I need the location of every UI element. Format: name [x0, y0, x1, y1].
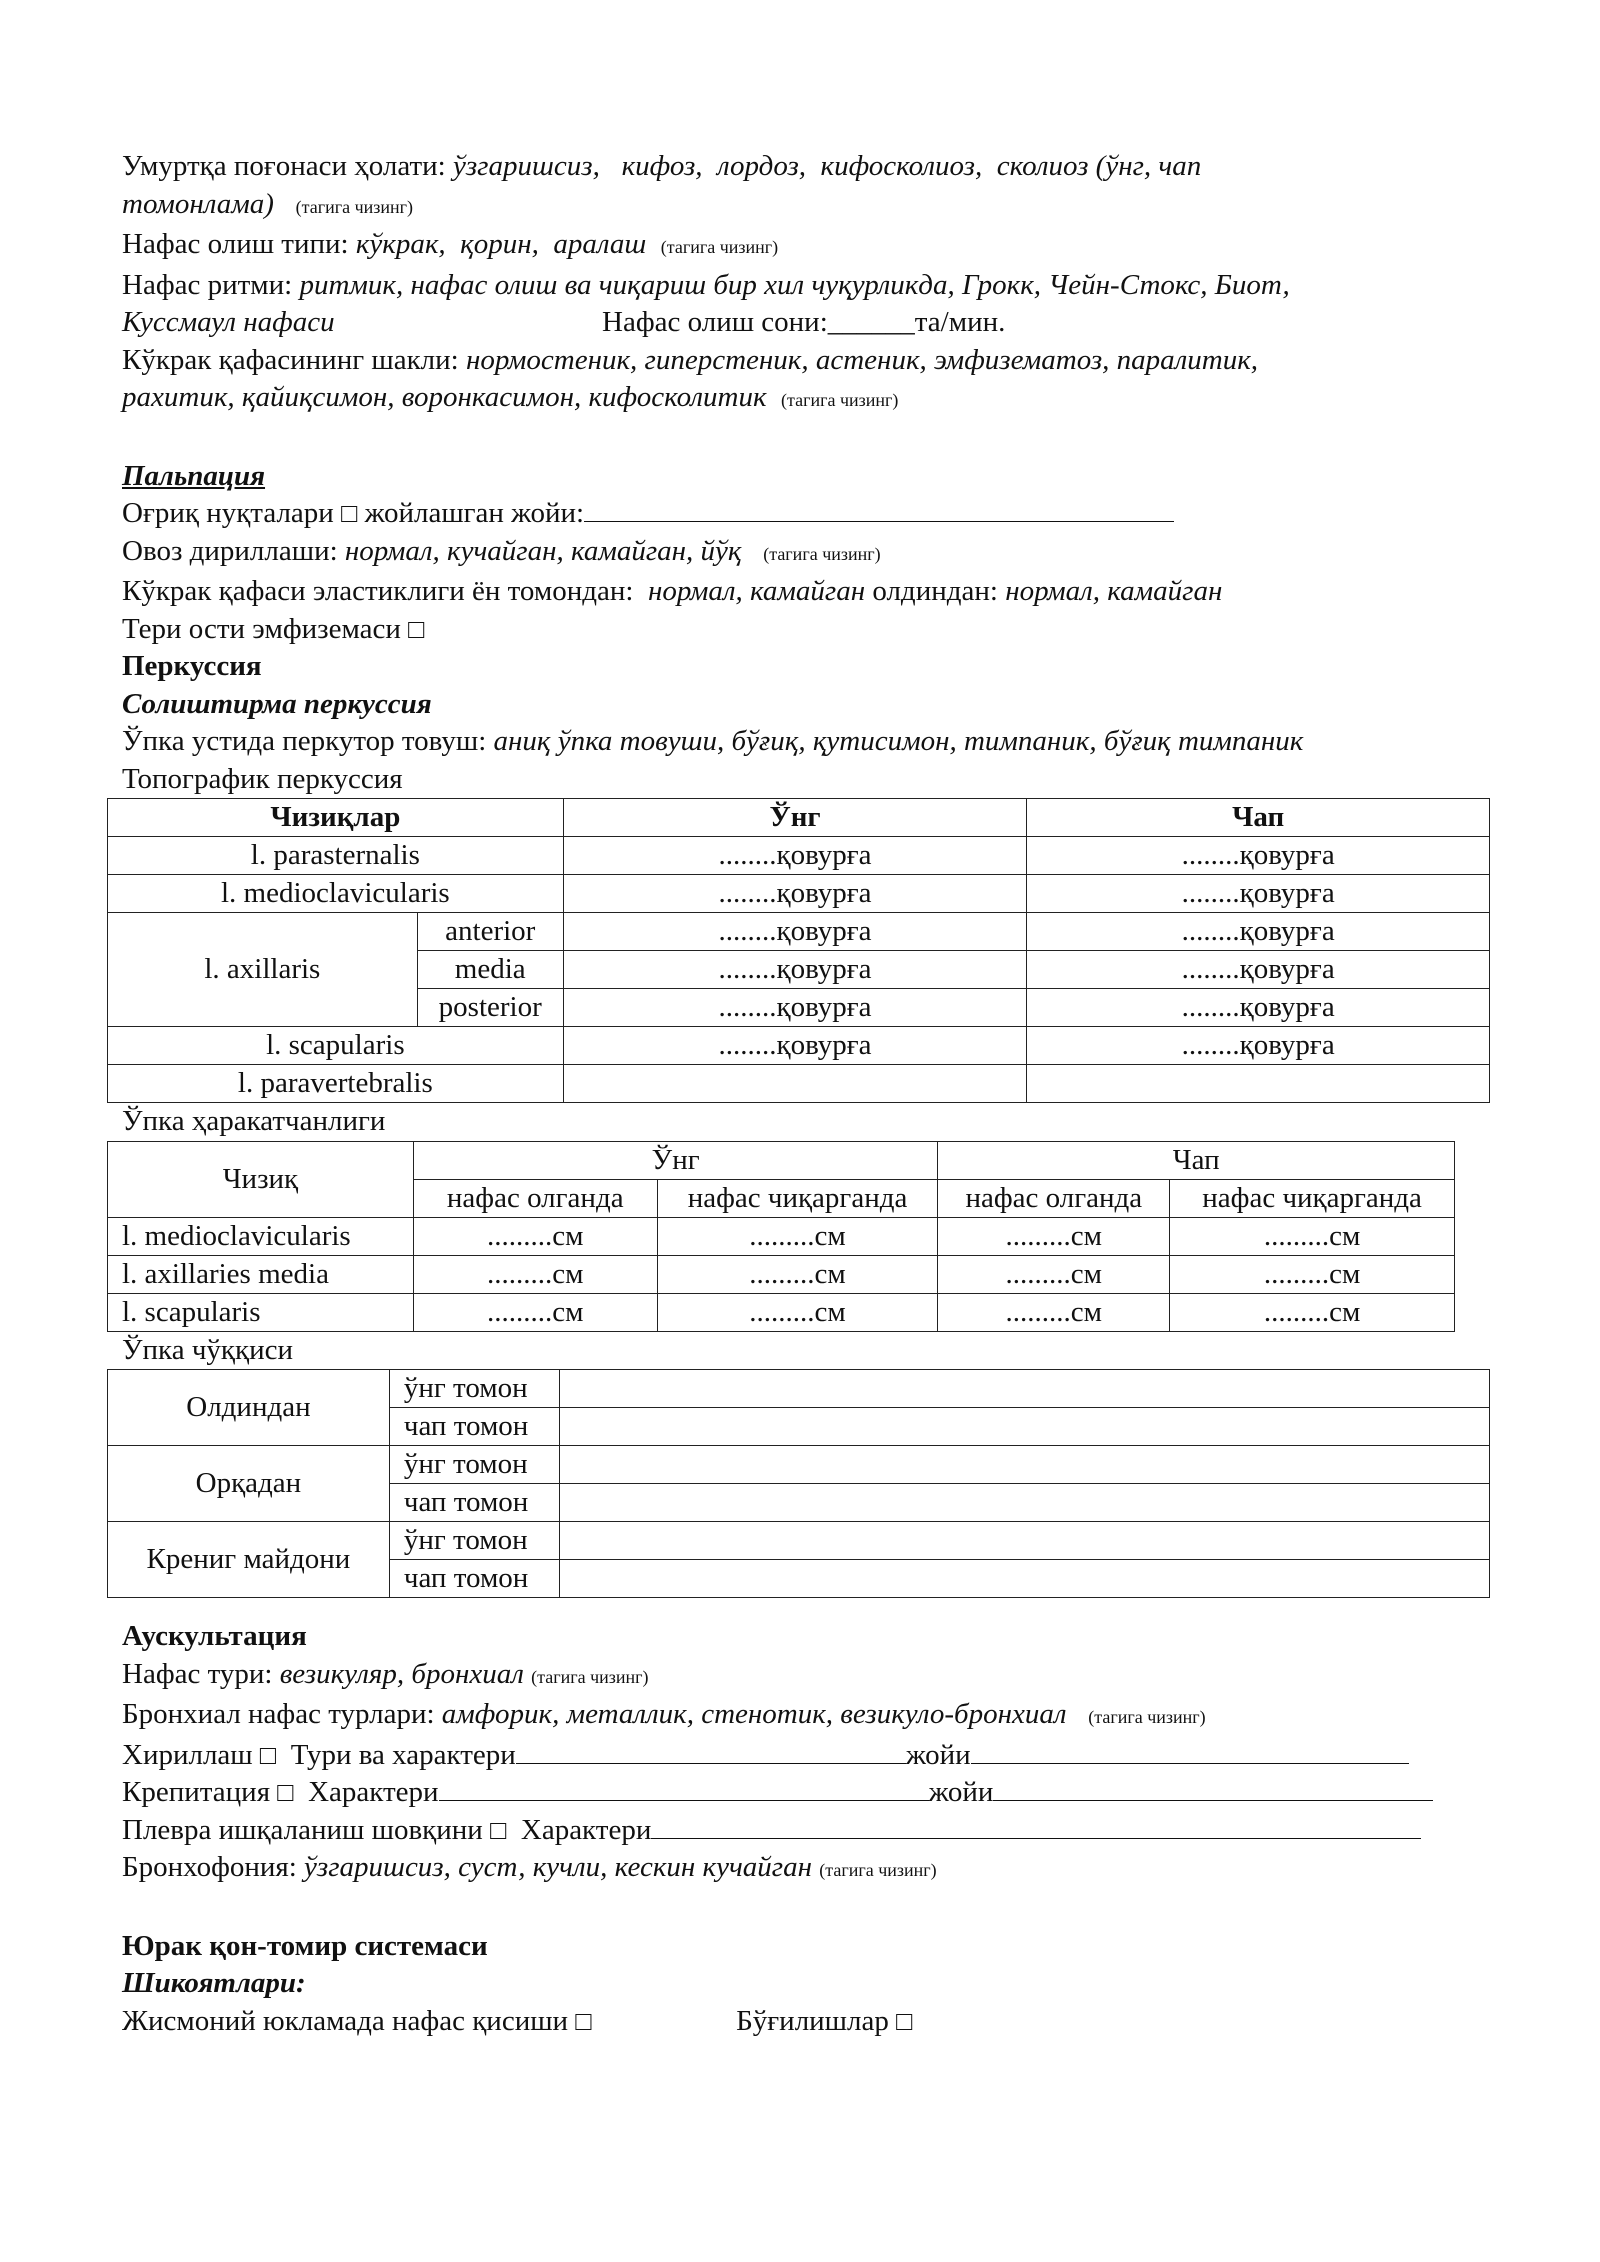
- side-label: чап томон: [389, 1560, 559, 1598]
- chest-shape-label: Кўкрак қафасининг шакли:: [122, 343, 459, 376]
- fremitus-opts: нормал, кучайган, камайган, йўқ: [344, 534, 742, 567]
- note: (тагига чизинг): [660, 237, 779, 257]
- pleura-character-label: Характери: [520, 1813, 652, 1846]
- breath-count-label: Нафас олиш сони:: [602, 306, 828, 338]
- spacer: [122, 1890, 1492, 1928]
- fremitus-line: [122, 533, 1492, 574]
- table-row: [108, 1217, 1455, 1255]
- side-label: ўнг томон: [389, 1522, 559, 1560]
- spine-opt2: кифоз,: [621, 150, 703, 182]
- row-label: l. medioclavicularis: [108, 875, 564, 913]
- col-inhale: нафас олганда: [413, 1179, 657, 1217]
- rib-cell[interactable]: ........қовурға: [563, 951, 1027, 989]
- row-label: l. axillaris: [108, 913, 418, 1027]
- group-label: Олдиндан: [108, 1370, 390, 1446]
- rib-cell[interactable]: ........қовурға: [1027, 875, 1490, 913]
- chest-shape-opts2: рахитик, қайиқсимон, воронкасимон, кифосколитик: [122, 381, 767, 413]
- table-row: [108, 1065, 1490, 1103]
- spine-opt5b: томонлама): [122, 187, 274, 220]
- fremitus-label: Овоз дириллаши:: [122, 534, 338, 567]
- bronchophony-label: Бронхофония:: [122, 1851, 297, 1883]
- breath-type-opt2: қорин,: [460, 228, 539, 260]
- bronchophony-line: [122, 1849, 1492, 1890]
- note: (тагига чизинг): [781, 390, 899, 410]
- apex-title: Ўпка чўққиси: [122, 1333, 293, 1366]
- complaints-line: [122, 2003, 1492, 2041]
- cm-cell[interactable]: .........см: [657, 1217, 938, 1255]
- spine-opt4: кифосколиоз,: [820, 150, 983, 182]
- topographic-percussion-title: Топографик перкуссия: [122, 762, 403, 795]
- col-inhale: нафас олганда: [938, 1179, 1170, 1217]
- percussion-sound-line: [122, 723, 1492, 761]
- rib-cell[interactable]: ........қовурға: [563, 837, 1027, 875]
- table-row: [108, 837, 1490, 875]
- note: (тагига чизинг): [295, 196, 414, 217]
- sub-label: posterior: [417, 989, 563, 1027]
- spine-label: Умуртқа поғонаси ҳолати:: [122, 150, 446, 182]
- suffocation-label: Бўғилишлар: [736, 2004, 889, 2037]
- cm-cell[interactable]: .........см: [1170, 1217, 1455, 1255]
- cm-cell[interactable]: .........см: [1170, 1293, 1455, 1331]
- rib-cell[interactable]: ........қовурға: [1027, 989, 1490, 1027]
- rib-cell[interactable]: ........қовурға: [1027, 1027, 1490, 1065]
- table-row: [108, 1370, 1490, 1408]
- cm-cell[interactable]: .........см: [413, 1293, 657, 1331]
- table-header-row: [108, 799, 1490, 837]
- bronchial-types-line: [122, 1696, 1492, 1737]
- apex-value-cell[interactable]: [559, 1408, 1489, 1446]
- rib-cell[interactable]: ........қовурға: [563, 875, 1027, 913]
- rales-location-label: жойи: [905, 1738, 971, 1771]
- emphysema-line: [122, 611, 1492, 649]
- spine-line: [122, 148, 1492, 226]
- apex-value-cell[interactable]: [559, 1446, 1489, 1484]
- rib-cell[interactable]: ........қовурға: [1027, 837, 1490, 875]
- percussion-sound-label: Ўпка устида перкутор товуш:: [122, 725, 487, 757]
- cm-cell[interactable]: .........см: [1170, 1255, 1455, 1293]
- table-header-row: [108, 1141, 1455, 1179]
- table-row: [108, 913, 1490, 951]
- table-row: [108, 1522, 1490, 1560]
- crepitation-checkbox[interactable]: □: [277, 1777, 294, 1807]
- breath-sound-type-label: Нафас тури:: [122, 1657, 273, 1690]
- rales-label: Хириллаш: [122, 1738, 253, 1771]
- col-header-left: Чап: [1027, 799, 1490, 837]
- rales-type-label: Тури ва характери: [290, 1738, 516, 1771]
- breath-type-opt1: кўкрак,: [355, 228, 446, 260]
- pain-checkbox[interactable]: □: [341, 498, 358, 528]
- sub-label: anterior: [417, 913, 563, 951]
- col-header-right: Ўнг: [413, 1141, 938, 1179]
- breath-rhythm-opts: ритмик, нафас олиш ва чиқариш бир хил чуқурликда, Грокк, Чейн-Стокс, Биот,: [299, 268, 1290, 301]
- pleura-line: [122, 1812, 1492, 1850]
- table-row: [108, 1293, 1455, 1331]
- breath-type-label: Нафас олиш типи:: [122, 228, 349, 260]
- percussion-title: Перкуссия: [122, 650, 262, 682]
- elastic-label: Кўкрак қафаси эластиклиги ён томондан:: [122, 575, 634, 607]
- elastic-opts1: нормал, камайган: [647, 575, 866, 607]
- rales-line: [122, 1737, 1492, 1775]
- group-label: Крениг майдони: [108, 1522, 390, 1598]
- emphysema-checkbox[interactable]: □: [408, 613, 425, 644]
- elasticity-line: [122, 573, 1492, 611]
- side-label: ўнг томон: [389, 1370, 559, 1408]
- col-header-lines: Чизиқлар: [108, 799, 564, 837]
- crepitation-label: Крепитация: [122, 1776, 271, 1808]
- cm-cell[interactable]: .........см: [657, 1255, 938, 1293]
- empty-cell[interactable]: [1027, 1065, 1490, 1103]
- side-label: чап томон: [389, 1408, 559, 1446]
- rib-cell[interactable]: ........қовурға: [563, 989, 1027, 1027]
- document-page: [122, 148, 1492, 2040]
- cm-cell[interactable]: .........см: [413, 1217, 657, 1255]
- row-label: l. scapularis: [108, 1293, 414, 1331]
- pain-label: Оғриқ нуқталари: [122, 497, 334, 529]
- pain-loc-label: жойлашган жойи:: [364, 497, 585, 529]
- cm-cell[interactable]: .........см: [657, 1293, 938, 1331]
- apex-value-cell[interactable]: [559, 1484, 1489, 1522]
- col-header-right: Ўнг: [563, 799, 1027, 837]
- dyspnea-checkbox[interactable]: □: [575, 2005, 592, 2036]
- note: (тагига чизинг): [819, 1860, 937, 1880]
- chest-shape-line: [122, 342, 1492, 420]
- rales-location-field[interactable]: [971, 1737, 1409, 1764]
- pleura-checkbox[interactable]: □: [490, 1814, 507, 1845]
- pain-points-line: [122, 495, 1492, 533]
- palpation-title: Пальпация: [122, 459, 266, 492]
- group-label: Орқадан: [108, 1446, 390, 1522]
- chest-shape-opts: нормостеник, гиперстеник, астеник, эмфизематоз, паралитик,: [465, 343, 1259, 376]
- cm-cell[interactable]: .........см: [938, 1255, 1170, 1293]
- apex-value-cell[interactable]: [559, 1560, 1489, 1598]
- bronchophony-opts: ўзгаришсиз, суст, кучли, кескин кучайган: [304, 1851, 812, 1883]
- empty-cell[interactable]: [563, 1065, 1027, 1103]
- rib-cell[interactable]: ........қовурға: [563, 913, 1027, 951]
- elastic-front: олдиндан:: [872, 575, 998, 607]
- breath-count-blank[interactable]: ______: [827, 306, 915, 338]
- note: (тагига чизинг): [1088, 1707, 1206, 1727]
- crepitation-location-label: жойи: [928, 1776, 994, 1808]
- rib-cell[interactable]: ........қовурға: [563, 1027, 1027, 1065]
- breath-type-opt3: аралаш: [553, 228, 647, 260]
- spacer: [122, 420, 1492, 458]
- dyspnea-label: Жисмоний юкламада нафас қисиши: [122, 2004, 569, 2037]
- percussion-sound-opts: аниқ ўпка товуши, бўғиқ, қутисимон, тимпаник, бўғиқ тимпаник: [493, 725, 1304, 757]
- rib-cell[interactable]: ........қовурға: [1027, 951, 1490, 989]
- breath-rhythm-line: [122, 267, 1492, 342]
- apex-value-cell[interactable]: [559, 1370, 1489, 1408]
- apex-value-cell[interactable]: [559, 1522, 1489, 1560]
- cardio-title: Юрак қон-томир системаси: [122, 1929, 488, 1962]
- side-label: чап томон: [389, 1484, 559, 1522]
- table-row: [108, 1027, 1490, 1065]
- apex-table: [107, 1369, 1490, 1598]
- crepitation-location-field[interactable]: [993, 1774, 1433, 1801]
- col-exhale: нафас чиқарганда: [657, 1179, 938, 1217]
- bronchial-types-opts: амфорик, металлик, стенотик, везикуло-бронхиал: [441, 1698, 1067, 1730]
- auscultation-title: Аускультация: [122, 1620, 307, 1652]
- row-label: l. medioclavicularis: [108, 1217, 414, 1255]
- sub-label: media: [417, 951, 563, 989]
- cm-cell[interactable]: .........см: [938, 1293, 1170, 1331]
- table-row: [108, 1446, 1490, 1484]
- breath-sound-type-opts: везикуляр, бронхиал: [279, 1657, 524, 1690]
- col-header-line: Чизиқ: [108, 1141, 414, 1217]
- spine-opt1: ўзгаришсиз,: [453, 150, 600, 182]
- spine-opt5: сколиоз (ўнг, чап: [996, 150, 1202, 182]
- table-row: [108, 1255, 1455, 1293]
- complaints-title: Шикоятлари:: [122, 1967, 306, 1999]
- row-label: l. scapularis: [108, 1027, 564, 1065]
- row-label: l. paravertebralis: [108, 1065, 564, 1103]
- breath-count-unit: та/мин.: [914, 306, 1006, 338]
- breath-rhythm-opts2: Куссмаул нафаси: [122, 306, 335, 338]
- spacer: [122, 1598, 1492, 1618]
- breath-sound-type-line: [122, 1656, 1492, 1697]
- side-label: ўнг томон: [389, 1446, 559, 1484]
- bronchial-types-label: Бронхиал нафас турлари:: [122, 1698, 435, 1730]
- topographic-table: [107, 798, 1490, 1103]
- col-header-left: Чап: [938, 1141, 1455, 1179]
- crepitation-line: [122, 1774, 1492, 1812]
- note: (тагига чизинг): [531, 1666, 649, 1687]
- crepitation-character-label: Характери: [308, 1776, 439, 1808]
- breath-type-line: [122, 226, 1492, 267]
- pleura-label: Плевра ишқаланиш шовқини: [122, 1813, 483, 1846]
- rales-checkbox[interactable]: □: [259, 1739, 277, 1770]
- spine-opt3: лордоз,: [717, 150, 807, 182]
- rales-type-field[interactable]: [516, 1737, 906, 1764]
- elastic-opts2: нормал, камайган: [1005, 575, 1223, 607]
- crepitation-character-field[interactable]: [439, 1774, 929, 1801]
- pain-loc-field[interactable]: [584, 495, 1174, 522]
- breath-rhythm-label: Нафас ритми:: [122, 268, 293, 301]
- suffocation-checkbox[interactable]: □: [896, 2005, 913, 2036]
- col-exhale: нафас чиқарганда: [1170, 1179, 1455, 1217]
- row-label: l. parasternalis: [108, 837, 564, 875]
- pleura-character-field[interactable]: [651, 1812, 1421, 1839]
- row-label: l. axillaries media: [108, 1255, 414, 1293]
- table-row: [108, 875, 1490, 913]
- mobility-title: Ўпка ҳаракатчанлиги: [122, 1105, 386, 1137]
- cm-cell[interactable]: .........см: [938, 1217, 1170, 1255]
- note: (тагига чизинг): [763, 543, 881, 564]
- rib-cell[interactable]: ........қовурға: [1027, 913, 1490, 951]
- comparative-percussion-title: Солиштирма перкуссия: [122, 687, 432, 720]
- emphysema-label: Тери ости эмфиземаси: [122, 612, 401, 645]
- cm-cell[interactable]: .........см: [413, 1255, 657, 1293]
- mobility-table: [107, 1141, 1455, 1332]
